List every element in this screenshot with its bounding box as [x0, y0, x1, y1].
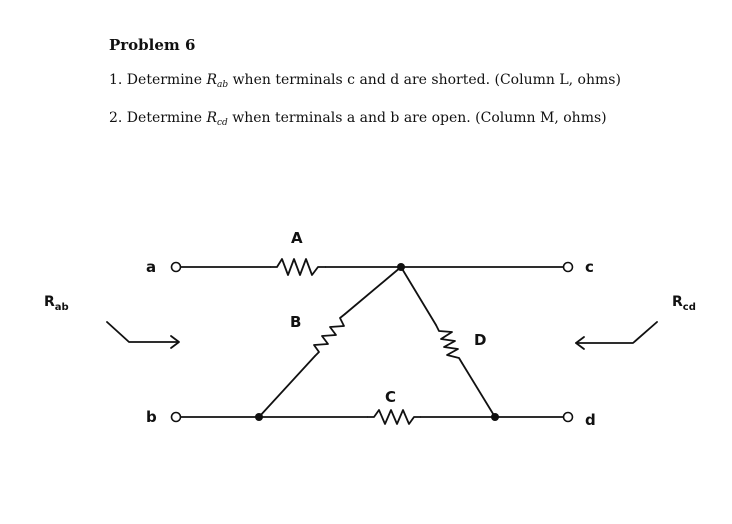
resistor-c-label: C — [385, 388, 397, 406]
resistor-a-label: A — [291, 229, 303, 247]
resistor-d — [436, 325, 462, 363]
terminal-a-label: a — [146, 258, 157, 276]
question-1-prefix: 1. Determine — [109, 72, 207, 88]
rcd-label-main: R — [672, 294, 683, 310]
wire-resistor-d-to-bottom-right-node — [462, 363, 495, 417]
question-2-symbol-main: R — [206, 110, 217, 126]
terminal-d — [564, 413, 573, 422]
resistor-a — [270, 259, 326, 275]
terminal-d-label: d — [585, 411, 596, 429]
question-1-symbol-main: R — [206, 72, 217, 88]
wire-bottom-left-node-to-resistor-b — [259, 356, 315, 417]
question-2-symbol-sub: cd — [216, 118, 228, 128]
question-2-prefix: 2. Determine — [109, 110, 207, 126]
bottom-right-node — [491, 413, 499, 421]
resistor-b — [314, 314, 345, 356]
terminal-b-label: b — [146, 408, 157, 426]
question-2-suffix: when terminals a and b are open. (Column M, ohms) — [227, 110, 607, 126]
question-1-symbol-sub: ab — [216, 80, 229, 90]
rab-arrow — [107, 322, 178, 342]
problem-title: Problem 6 — [109, 36, 196, 54]
rcd-label — [672, 294, 696, 313]
rab-label-main: R — [44, 294, 55, 310]
rab-label — [44, 294, 69, 313]
resistor-d-label: D — [474, 331, 487, 349]
rcd-arrow — [576, 322, 657, 343]
question-1-suffix: when terminals c and d are shorted. (Column L, ohms) — [228, 72, 621, 88]
rab-label-sub: ab — [54, 302, 69, 313]
terminal-b — [172, 413, 181, 422]
resistor-c — [367, 410, 421, 424]
terminal-c-label: c — [585, 258, 594, 276]
top-node — [397, 263, 405, 271]
terminal-c — [564, 263, 573, 272]
wire-resistor-b-to-top-node — [345, 267, 401, 314]
rcd-label-sub: cd — [682, 302, 696, 313]
wire-top-node-to-resistor-d — [401, 267, 436, 325]
bottom-left-node — [255, 413, 263, 421]
resistor-b-label: B — [290, 313, 302, 331]
terminal-a — [172, 263, 181, 272]
